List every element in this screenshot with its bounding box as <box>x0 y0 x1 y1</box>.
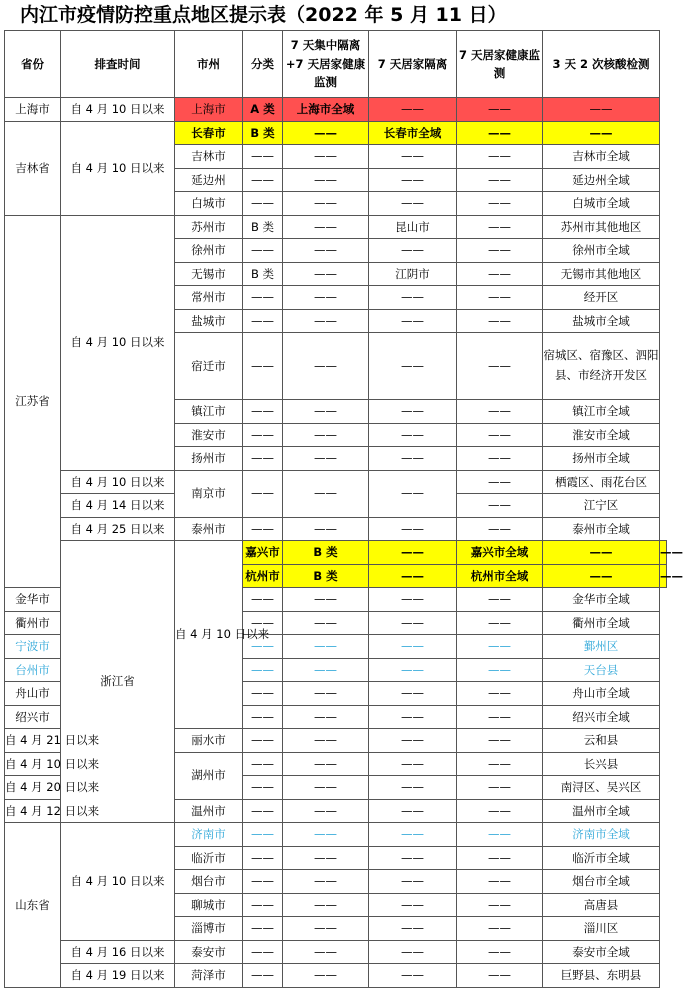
category-cell: —— <box>243 870 283 894</box>
measure-cell: —— <box>283 776 369 800</box>
measure-cell: 经开区 <box>543 286 660 310</box>
table-row <box>5 940 667 964</box>
measure-cell: —— <box>369 611 457 635</box>
measure-cell: 吉林市全域 <box>543 145 660 169</box>
city-cell: 常州市 <box>175 286 243 310</box>
measure-cell: —— <box>369 239 457 263</box>
measure-cell: —— <box>457 823 543 847</box>
category-cell: —— <box>243 776 283 800</box>
measure-cell: —— <box>457 682 543 706</box>
measure-cell: —— <box>283 192 369 216</box>
measure-cell: 无锡市其他地区 <box>543 262 660 286</box>
header-nucleic-test: 3 天 2 次核酸检测 <box>543 31 660 98</box>
time-cell: 自 4 月 12 日以来 <box>5 799 61 823</box>
time-cell: 自 4 月 10 日以来 <box>61 121 175 215</box>
category-cell: B 类 <box>283 564 369 588</box>
measure-cell: —— <box>369 423 457 447</box>
measure-cell: 镇江市全域 <box>543 400 660 424</box>
measure-cell: —— <box>369 917 457 941</box>
city-cell: 扬州市 <box>175 447 243 471</box>
measure-cell: —— <box>369 893 457 917</box>
table-row <box>5 541 667 565</box>
measure-cell: —— <box>457 517 543 541</box>
city-cell: 金华市 <box>5 588 61 612</box>
measure-cell: —— <box>283 846 369 870</box>
category-cell: —— <box>243 447 283 471</box>
measure-cell: —— <box>457 870 543 894</box>
measure-cell: —— <box>457 286 543 310</box>
measure-cell: 苏州市其他地区 <box>543 215 660 239</box>
measure-cell: —— <box>457 333 543 400</box>
category-cell: —— <box>243 517 283 541</box>
category-cell: —— <box>243 729 283 753</box>
page-title: 内江市疫情防控重点地区提示表（2022 年 5 月 11 日） <box>20 4 507 26</box>
city-cell: 济南市 <box>175 823 243 847</box>
measure-cell: 徐州市全域 <box>543 239 660 263</box>
category-cell: —— <box>243 635 283 659</box>
table-row <box>5 470 667 494</box>
measure-cell: —— <box>283 940 369 964</box>
city-cell: 盐城市 <box>175 309 243 333</box>
category-cell: —— <box>243 470 283 517</box>
measure-cell: —— <box>457 309 543 333</box>
measure-cell: —— <box>457 752 543 776</box>
measure-cell: —— <box>283 517 369 541</box>
measure-cell: —— <box>369 447 457 471</box>
city-cell: 泰安市 <box>175 940 243 964</box>
header-row <box>5 31 667 98</box>
city-cell: 丽水市 <box>175 729 243 753</box>
header-central-quarantine: 7 天集中隔离+7 天居家健康监测 <box>283 31 369 98</box>
measure-cell: —— <box>283 870 369 894</box>
measure-cell: —— <box>283 611 369 635</box>
measure-cell: —— <box>457 494 543 518</box>
category-cell: —— <box>243 168 283 192</box>
measure-cell: —— <box>543 98 660 122</box>
category-cell: —— <box>243 799 283 823</box>
time-cell: 自 4 月 19 日以来 <box>61 964 175 988</box>
time-cell: 自 4 月 10 日以来 <box>175 541 243 729</box>
city-cell: 聊城市 <box>175 893 243 917</box>
measure-cell: —— <box>369 752 457 776</box>
measure-cell: —— <box>369 964 457 988</box>
time-cell: 自 4 月 16 日以来 <box>61 940 175 964</box>
measure-cell: —— <box>457 239 543 263</box>
measure-cell: —— <box>369 799 457 823</box>
category-cell: A 类 <box>243 98 283 122</box>
time-cell: 自 4 月 25 日以来 <box>61 517 175 541</box>
category-cell: —— <box>243 423 283 447</box>
measure-cell: —— <box>369 98 457 122</box>
measure-cell: —— <box>457 423 543 447</box>
category-cell: —— <box>243 145 283 169</box>
measure-cell: 盐城市全域 <box>543 309 660 333</box>
category-cell: —— <box>243 309 283 333</box>
header-home-monitoring: 7 天居家健康监测 <box>457 31 543 98</box>
measure-cell: —— <box>457 262 543 286</box>
measure-cell: 舟山市全域 <box>543 682 660 706</box>
measure-cell: —— <box>369 870 457 894</box>
category-cell: —— <box>243 588 283 612</box>
province-cell: 浙江省 <box>61 541 175 823</box>
measure-cell: —— <box>457 400 543 424</box>
measure-cell: 嘉兴市全域 <box>457 541 543 565</box>
city-cell: 临沂市 <box>175 846 243 870</box>
city-cell: 泰州市 <box>175 517 243 541</box>
city-cell: 苏州市 <box>175 215 243 239</box>
time-cell: 自 4 月 10 日以来 <box>5 752 61 776</box>
measure-cell: —— <box>457 588 543 612</box>
category-cell: —— <box>243 658 283 682</box>
city-cell: 温州市 <box>175 799 243 823</box>
measure-cell: 白城市全域 <box>543 192 660 216</box>
time-cell: 自 4 月 21 日以来 <box>5 729 61 753</box>
category-cell: —— <box>243 611 283 635</box>
measure-cell: —— <box>369 729 457 753</box>
measure-cell: —— <box>457 846 543 870</box>
header-time: 排查时间 <box>61 31 175 98</box>
measure-cell: —— <box>457 893 543 917</box>
category-cell: —— <box>243 333 283 400</box>
measure-cell: 南浔区、吴兴区 <box>543 776 660 800</box>
measure-cell: —— <box>457 192 543 216</box>
measure-cell: 淮安市全域 <box>543 423 660 447</box>
measure-cell: —— <box>543 121 660 145</box>
category-cell: —— <box>243 705 283 729</box>
city-cell: 嘉兴市 <box>243 541 283 565</box>
measure-cell: —— <box>369 940 457 964</box>
province-cell: 山东省 <box>5 823 61 988</box>
measure-cell: —— <box>283 752 369 776</box>
header-province: 省份 <box>5 31 61 98</box>
measure-cell: 江阴市 <box>369 262 457 286</box>
measure-cell: —— <box>369 309 457 333</box>
city-cell: 淄博市 <box>175 917 243 941</box>
category-cell: —— <box>243 682 283 706</box>
measure-cell: —— <box>283 799 369 823</box>
measure-cell: 泰州市全域 <box>543 517 660 541</box>
city-cell: 绍兴市 <box>5 705 61 729</box>
measure-cell: —— <box>369 400 457 424</box>
city-cell: 上海市 <box>175 98 243 122</box>
city-cell: 徐州市 <box>175 239 243 263</box>
measure-cell: —— <box>369 705 457 729</box>
measure-cell: —— <box>283 333 369 400</box>
category-cell: —— <box>243 846 283 870</box>
measure-cell: 扬州市全域 <box>543 447 660 471</box>
measure-cell: —— <box>660 564 667 588</box>
measure-cell: —— <box>369 286 457 310</box>
measure-cell: —— <box>283 121 369 145</box>
measure-cell: —— <box>369 168 457 192</box>
category-cell: B 类 <box>243 262 283 286</box>
measure-cell: 烟台市全域 <box>543 870 660 894</box>
measure-cell: 泰安市全域 <box>543 940 660 964</box>
measure-cell: —— <box>283 635 369 659</box>
table-row <box>5 517 667 541</box>
city-cell: 长春市 <box>175 121 243 145</box>
measure-cell: —— <box>283 588 369 612</box>
measure-cell: —— <box>283 823 369 847</box>
measure-cell: 杭州市全域 <box>457 564 543 588</box>
time-cell: 自 4 月 10 日以来 <box>61 215 175 470</box>
measure-cell: —— <box>369 333 457 400</box>
time-cell: 自 4 月 10 日以来 <box>61 823 175 941</box>
measure-cell: —— <box>283 917 369 941</box>
measure-cell: —— <box>660 541 667 565</box>
measure-cell: —— <box>369 517 457 541</box>
measure-cell: —— <box>543 541 660 565</box>
measure-cell: —— <box>283 423 369 447</box>
measure-cell: 昆山市 <box>369 215 457 239</box>
measure-cell: 长兴县 <box>543 752 660 776</box>
measure-cell: 温州市全域 <box>543 799 660 823</box>
header-home-quarantine: 7 天居家隔离 <box>369 31 457 98</box>
category-cell: B 类 <box>243 121 283 145</box>
measure-cell: —— <box>369 846 457 870</box>
city-cell: 南京市 <box>175 470 243 517</box>
city-cell: 舟山市 <box>5 682 61 706</box>
measure-cell: 鄞州区 <box>543 635 660 659</box>
city-cell: 淮安市 <box>175 423 243 447</box>
measure-cell: —— <box>457 98 543 122</box>
measure-cell: —— <box>369 470 457 517</box>
time-cell: 自 4 月 10 日以来 <box>61 98 175 122</box>
header-city: 市州 <box>175 31 243 98</box>
measure-cell: —— <box>457 940 543 964</box>
measure-cell: 金华市全域 <box>543 588 660 612</box>
measure-cell: —— <box>283 447 369 471</box>
city-cell: 台州市 <box>5 658 61 682</box>
measure-cell: 高唐县 <box>543 893 660 917</box>
measure-cell: —— <box>283 705 369 729</box>
measure-cell: —— <box>457 964 543 988</box>
category-cell: B 类 <box>243 215 283 239</box>
category-cell: —— <box>243 752 283 776</box>
measure-cell: 衢州市全域 <box>543 611 660 635</box>
measure-cell: 上海市全域 <box>283 98 369 122</box>
measure-cell: —— <box>543 564 660 588</box>
measure-cell: —— <box>457 776 543 800</box>
measure-cell: —— <box>457 145 543 169</box>
measure-cell: —— <box>369 192 457 216</box>
measure-cell: —— <box>283 215 369 239</box>
category-cell: —— <box>243 823 283 847</box>
category-cell: —— <box>243 964 283 988</box>
measure-cell: —— <box>283 400 369 424</box>
measure-cell: —— <box>283 239 369 263</box>
measure-cell: 宿城区、宿豫区、泗阳县、市经济开发区 <box>543 333 660 400</box>
measure-cell: —— <box>457 470 543 494</box>
measure-cell: —— <box>369 682 457 706</box>
table-row <box>5 121 667 145</box>
measure-cell: —— <box>369 541 457 565</box>
time-cell: 自 4 月 14 日以来 <box>61 494 175 518</box>
table-row <box>5 964 667 988</box>
table-row <box>5 823 667 847</box>
measure-cell: —— <box>369 564 457 588</box>
measure-cell: 巨野县、东明县 <box>543 964 660 988</box>
city-cell: 烟台市 <box>175 870 243 894</box>
category-cell: —— <box>243 917 283 941</box>
province-cell: 上海市 <box>5 98 61 122</box>
measure-cell: 淄川区 <box>543 917 660 941</box>
measure-cell: 延边州全域 <box>543 168 660 192</box>
city-cell: 吉林市 <box>175 145 243 169</box>
city-cell: 杭州市 <box>243 564 283 588</box>
measure-cell: —— <box>457 635 543 659</box>
province-cell: 江苏省 <box>5 215 61 588</box>
measure-cell: —— <box>369 635 457 659</box>
category-cell: —— <box>243 286 283 310</box>
measure-cell: —— <box>369 588 457 612</box>
measure-cell: —— <box>457 447 543 471</box>
time-cell: 自 4 月 20 日以来 <box>5 776 61 800</box>
measure-cell: —— <box>283 893 369 917</box>
measure-cell: 临沂市全域 <box>543 846 660 870</box>
measure-cell: —— <box>457 729 543 753</box>
city-cell: 白城市 <box>175 192 243 216</box>
measure-cell: —— <box>457 917 543 941</box>
city-cell: 宁波市 <box>5 635 61 659</box>
measure-cell: —— <box>283 145 369 169</box>
time-cell: 自 4 月 10 日以来 <box>61 470 175 494</box>
measure-cell: 云和县 <box>543 729 660 753</box>
measure-cell: —— <box>283 658 369 682</box>
category-cell: —— <box>243 940 283 964</box>
measure-cell: —— <box>369 776 457 800</box>
measure-cell: —— <box>283 168 369 192</box>
measure-cell: —— <box>369 658 457 682</box>
measure-cell: 江宁区 <box>543 494 660 518</box>
province-cell: 吉林省 <box>5 121 61 215</box>
city-cell: 延边州 <box>175 168 243 192</box>
measure-cell: 绍兴市全域 <box>543 705 660 729</box>
category-cell: —— <box>243 400 283 424</box>
measure-cell: —— <box>283 262 369 286</box>
city-cell: 湖州市 <box>175 752 243 799</box>
measure-cell: —— <box>283 964 369 988</box>
measure-cell: —— <box>283 286 369 310</box>
table-row <box>5 98 667 122</box>
category-cell: —— <box>243 239 283 263</box>
measure-cell: —— <box>283 682 369 706</box>
measure-cell: —— <box>457 799 543 823</box>
measure-cell: 栖霞区、雨花台区 <box>543 470 660 494</box>
measure-cell: —— <box>369 823 457 847</box>
measure-cell: —— <box>283 729 369 753</box>
city-cell: 宿迁市 <box>175 333 243 400</box>
table-row <box>5 215 667 239</box>
measure-cell: —— <box>457 705 543 729</box>
category-cell: —— <box>243 893 283 917</box>
city-cell: 菏泽市 <box>175 964 243 988</box>
measure-cell: 长春市全域 <box>369 121 457 145</box>
measure-cell: —— <box>457 168 543 192</box>
measure-cell: —— <box>457 121 543 145</box>
measure-cell: —— <box>457 658 543 682</box>
measure-cell: —— <box>457 611 543 635</box>
measure-cell: —— <box>369 145 457 169</box>
measure-cell: —— <box>283 470 369 517</box>
city-cell: 无锡市 <box>175 262 243 286</box>
measure-cell: —— <box>457 215 543 239</box>
risk-area-table <box>4 30 683 988</box>
measure-cell: —— <box>283 309 369 333</box>
header-category: 分类 <box>243 31 283 98</box>
city-cell: 衢州市 <box>5 611 61 635</box>
category-cell: B 类 <box>283 541 369 565</box>
category-cell: —— <box>243 192 283 216</box>
measure-cell: 天台县 <box>543 658 660 682</box>
measure-cell: 济南市全域 <box>543 823 660 847</box>
city-cell: 镇江市 <box>175 400 243 424</box>
